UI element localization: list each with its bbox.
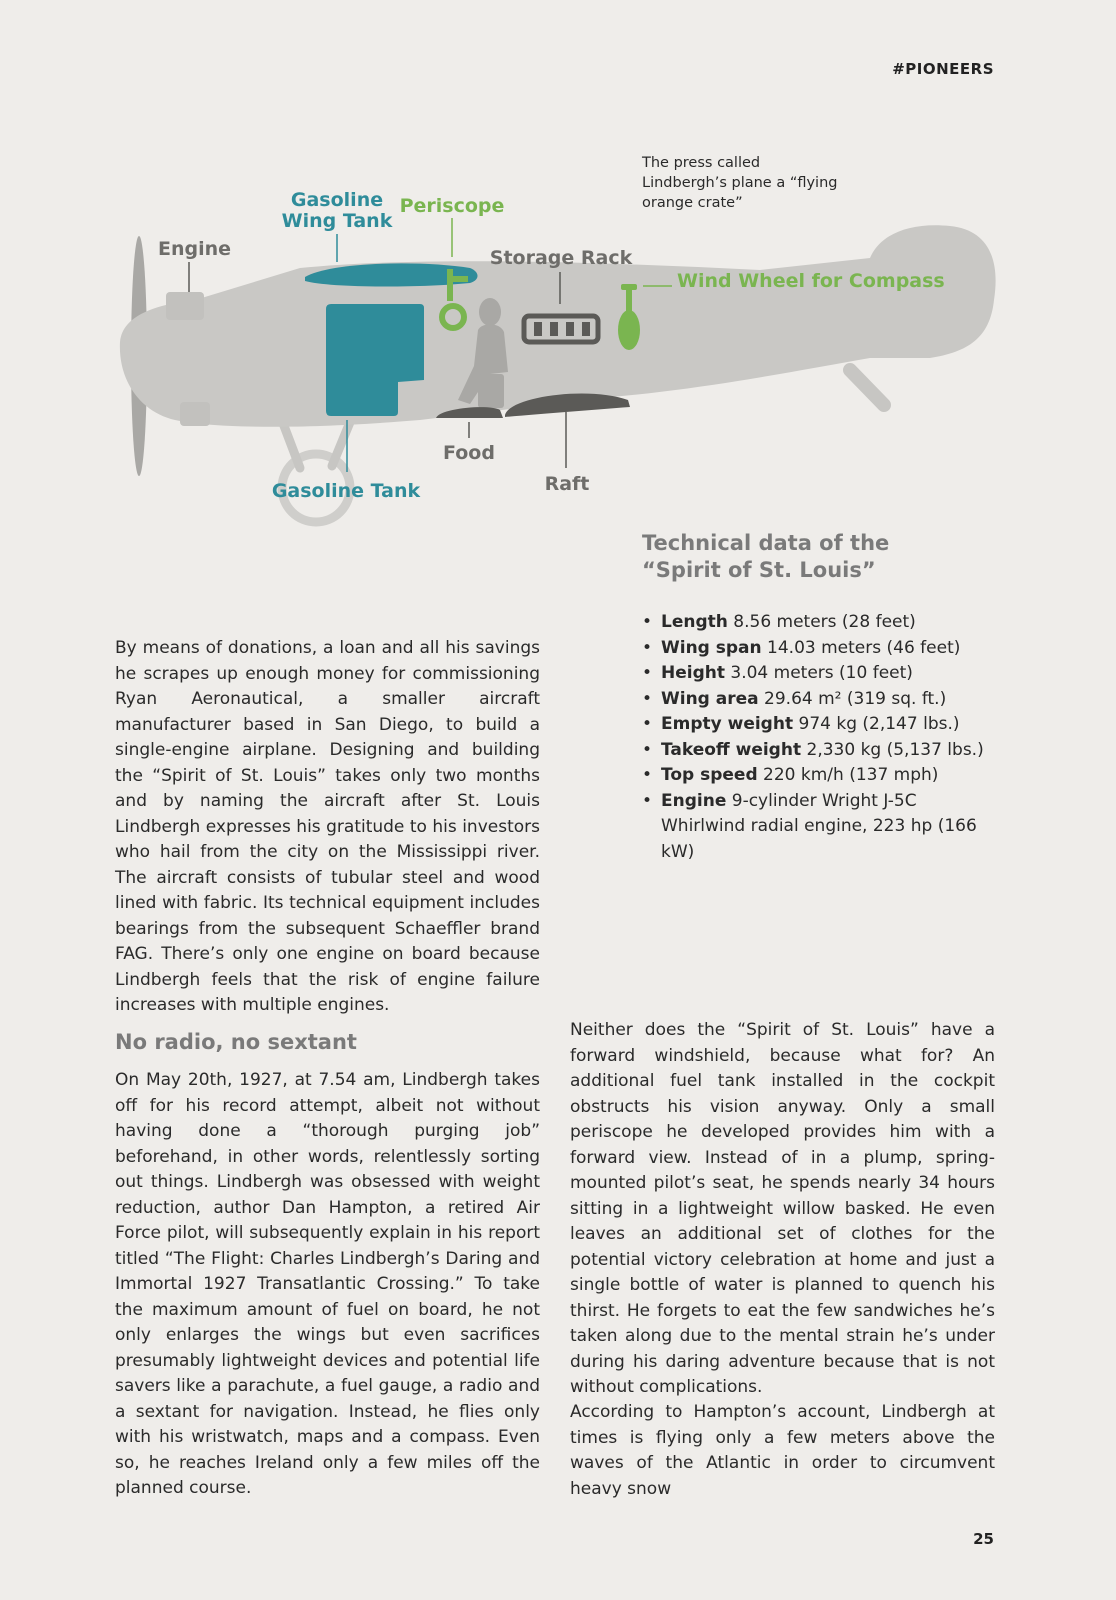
tech-key: Empty weight (661, 714, 794, 734)
press-note: The press called Lindbergh’s plane a “flying orange crate” (642, 155, 838, 211)
tech-title-line2: “Spirit of St. Louis” (642, 558, 876, 582)
list-item (642, 661, 1002, 687)
section-tag: #PIONEERS (892, 60, 994, 78)
label-wind-wheel: Wind Wheel for Compass (677, 270, 945, 292)
tech-key: Height (661, 663, 725, 683)
label-periscope: Periscope (399, 195, 505, 217)
tech-data-list (642, 610, 1002, 865)
tech-key: Engine (661, 790, 727, 811)
tech-data-title (642, 530, 889, 584)
tech-title-line1: Technical data of the (642, 531, 890, 555)
tech-value: 8.56 meters (28 feet) (727, 612, 916, 632)
label-wing-tank-line1: Gasoline (290, 189, 384, 211)
label-wing-tank-line2: Wing Tank (281, 210, 393, 232)
tech-value: 2,330 kg (5,137 lbs.) (801, 739, 984, 760)
label-food: Food (443, 442, 495, 464)
tech-value: 9-cylinder Wright J-5C Whirlwind radial engine, 223 hp (166 kW) (661, 790, 977, 862)
tech-key: Top speed (661, 765, 758, 785)
list-item (642, 712, 1002, 738)
tech-key: Length (661, 612, 728, 632)
tech-key: Wing area (661, 688, 759, 709)
label-engine: Engine (158, 238, 232, 260)
list-item (642, 636, 1002, 662)
label-raft: Raft (544, 473, 590, 495)
label-storage-rack: Storage Rack (489, 247, 633, 269)
engine-cylinder (180, 402, 210, 426)
tech-value: 974 kg (2,147 lbs.) (793, 714, 960, 734)
tail-skid (850, 370, 884, 405)
tech-key: Wing span (661, 637, 762, 658)
tech-value: 220 km/h (137 mph) (757, 765, 939, 785)
page-number: 25 (973, 1530, 994, 1548)
list-item (642, 763, 1002, 789)
label-gasoline-tank: Gasoline Tank (271, 480, 421, 502)
plane-illustration (0, 0, 1116, 540)
right-paragraph-1: Neither does the “Spirit of St. Louis” have a forward windshield, because what for? An additional fuel tank installed in the cockpit obstructs his vision anyway. Only a small periscope he developed provides him with a forward view. Instead of in a plump, spring-mounted pilot’s seat, he spends nearly 34 hours sitting in a lightweight willow basked. He even leaves an additional set of clothes for the potential victory celebration at home and just a single bottle of water is planned to quench his thirst. He forgets to eat the few sandwiches he’s taken along due to the mental strain he’s under during his daring adventure because that is not without complications. (570, 1020, 995, 1397)
tech-value: 14.03 meters (46 feet) (761, 637, 961, 658)
tech-value: 29.64 m² (319 sq. ft.) (758, 688, 947, 709)
list-item (642, 738, 1002, 764)
tech-value: 3.04 meters (10 feet) (724, 663, 913, 683)
list-item (642, 789, 1002, 866)
left-paragraph: On May 20th, 1927, at 7.54 am, Lindbergh takes off for his record attempt, albeit not without having done a “thorough purging job” beforehand, in other words, relentlessly sorting out things. Lindbergh was obsessed with weight reduction, author Dan Hampton, a retired Air Force pilot, will subsequently explain in his report titled “The Flight: Charles Lindbergh’s Daring and Immortal 1927 Transatlantic Crossing.” To take the maximum amount of fuel on board, he not only enlarges the wings but even sacrifices presumably lightweight devices and potential life savers like a parachute, a fuel gauge, a radio and a sextant for navigation. Instead, he flies only with his wristwatch, maps and a compass. Even so, he reaches Ireland only a few miles off the planned course. (115, 1070, 540, 1498)
engine-cylinder (166, 292, 204, 320)
tech-key: Takeoff weight (661, 739, 802, 760)
right-paragraph-2: According to Hampton’s account, Lindbergh at times is flying only a few meters above the waves of the Atlantic in order to circumvent heavy snow (570, 1402, 995, 1499)
subheading: No radio, no sextant (115, 1030, 357, 1054)
intro-paragraph: By means of donations, a loan and all his savings he scrapes up enough money for commissioning Ryan Aeronautical, a smaller aircraft manufacturer based in San Diego, to build a single-engine airplane. Designing and building the “Spirit of St. Louis” takes only two months and by naming the aircraft after St. Louis Lindbergh expresses his gratitude to his investors who hail from the city on the Mississippi river. The aircraft consists of tubular steel and wood lined with fabric. Its technical equipment includes bearings from the subsequent Schaeffler brand FAG. There’s only one engine on board because Lindbergh feels that the risk of engine failure increases with multiple engines. (115, 638, 540, 1015)
list-item (642, 687, 1002, 713)
list-item (642, 610, 1002, 636)
